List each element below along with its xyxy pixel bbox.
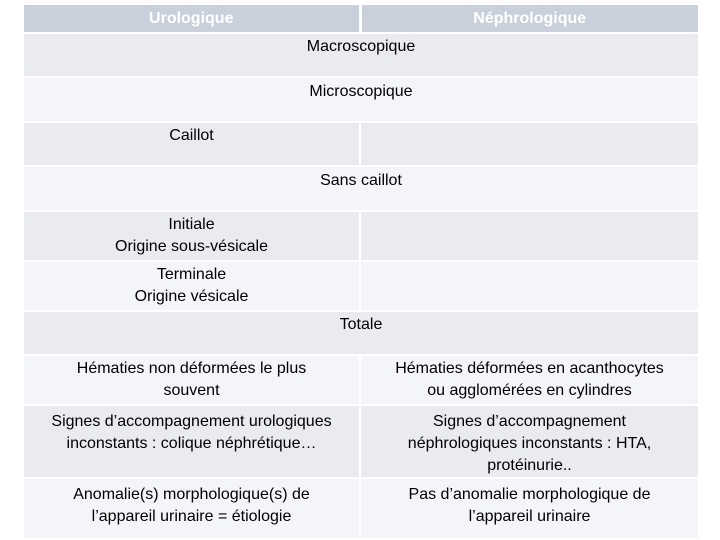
hematies-right-line-1: Hématies déformées en acanthocytes bbox=[395, 360, 664, 377]
cell-anomalie-urologique bbox=[23, 478, 360, 539]
anomalie-left-line-2: l’appareil urinaire = étiologie bbox=[91, 508, 292, 525]
cell-hematies-nephrologique bbox=[360, 355, 699, 405]
row-microscopique bbox=[23, 77, 699, 122]
cell-initiale-empty bbox=[360, 211, 699, 261]
hematuria-comparison-table bbox=[22, 3, 700, 540]
cell-signes-nephrologique bbox=[360, 405, 699, 478]
cell-macroscopique: Macroscopique bbox=[23, 33, 699, 77]
anomalie-right-line-1: Pas d’anomalie morphologique de bbox=[408, 486, 651, 503]
cell-signes-urologique bbox=[23, 405, 360, 478]
terminale-line-2: Origine vésicale bbox=[134, 288, 249, 305]
anomalie-right-line-2: l’appareil urinaire bbox=[468, 508, 591, 525]
cell-caillot-empty bbox=[360, 122, 699, 166]
hematies-right-line-2: ou agglomérées en cylindres bbox=[427, 382, 632, 399]
signes-right-line-1: Signes d’accompagnement bbox=[432, 413, 626, 430]
header-row bbox=[23, 4, 699, 33]
header-nephrologique: Néphrologique bbox=[360, 4, 699, 33]
cell-totale: Totale bbox=[23, 311, 699, 355]
terminale-line-1: Terminale bbox=[156, 266, 227, 283]
signes-left-line-2: inconstants : colique néphrétique… bbox=[66, 435, 317, 452]
cell-sans-caillot: Sans caillot bbox=[23, 166, 699, 211]
row-sans-caillot bbox=[23, 166, 699, 211]
row-signes bbox=[23, 405, 699, 478]
initiale-line-1: Initiale bbox=[168, 216, 215, 233]
initiale-line-2: Origine sous-vésicale bbox=[115, 238, 268, 255]
row-totale bbox=[23, 311, 699, 355]
signes-right-line-3: protéinurie.. bbox=[487, 457, 572, 474]
cell-terminale-empty bbox=[360, 261, 699, 311]
cell-microscopique: Microscopique bbox=[23, 77, 699, 122]
row-terminale bbox=[23, 261, 699, 311]
cell-initiale bbox=[23, 211, 360, 261]
hematies-left-line-1: Hématies non déformées le plus bbox=[76, 360, 307, 377]
signes-right-line-2: néphrologiques inconstants : HTA, bbox=[407, 435, 652, 452]
cell-hematies-urologique bbox=[23, 355, 360, 405]
row-initiale bbox=[23, 211, 699, 261]
cell-terminale bbox=[23, 261, 360, 311]
row-macroscopique bbox=[23, 33, 699, 77]
cell-caillot: Caillot bbox=[23, 122, 360, 166]
row-caillot bbox=[23, 122, 699, 166]
header-urologique: Urologique bbox=[23, 4, 360, 33]
hematies-left-line-2: souvent bbox=[163, 382, 220, 399]
row-anomalie bbox=[23, 478, 699, 539]
signes-left-line-1: Signes d’accompagnement urologiques bbox=[51, 413, 332, 430]
cell-anomalie-nephrologique bbox=[360, 478, 699, 539]
anomalie-left-line-1: Anomalie(s) morphologique(s) de bbox=[73, 486, 310, 503]
row-hematies bbox=[23, 355, 699, 405]
